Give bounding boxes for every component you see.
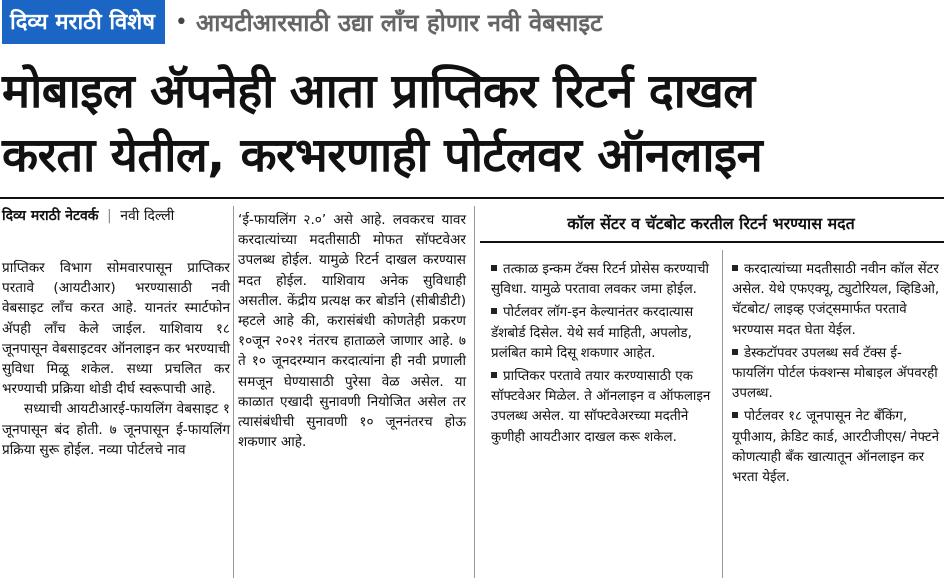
- square-bullet-icon: [491, 308, 497, 314]
- box-list-right: [732, 260, 942, 491]
- byline: [2, 206, 174, 225]
- square-bullet-icon: [491, 265, 497, 271]
- headline-divider: [0, 197, 944, 199]
- headline: [2, 60, 942, 188]
- byline-separator: |: [107, 208, 112, 224]
- square-bullet-icon: [732, 412, 738, 418]
- kicker-subtitle: आयटीआरसाठी उद्या लाँच होणार नवी वेबसाइट: [195, 8, 603, 37]
- square-bullet-icon: [491, 372, 497, 378]
- bullet-dot: •: [174, 9, 188, 35]
- box-list-item: तत्काळ इन्कम टॅक्स रिटर्न प्रोसेस करण्याची सुविधा. यामुळे परतावा लवकर जमा होईल.: [491, 262, 709, 298]
- box-list-item: करदात्यांच्या मदतीसाठी नवीन कॉल सेंटर असेल. येथे एफएक्यू, ट्युटोरियल, व्हिडिओ, चॅटबोट/ लाइव्ह एजंट्समार्फत परतावे भरण्यास मदत घेता येईल.: [732, 262, 940, 338]
- article-paragraph: प्राप्तिकर विभाग सोमवारपासून प्राप्तिकर परतावे (आयटीआर) भरण्यासाठी नवी वेबसाइट लाँच करत आहे. यानतंर स्मार्टफोन ॲपही लाँच केले जाईल. याशिवाय १८ जूनपासून वेबसाइटवर ऑनलाइन कर भरण्याची सुविधा मिळू शकेल. सध्या प्रचलित कर भरण्याची प्रक्रिया थोडी दीर्घ स्वरूपाची आहे.: [2, 260, 230, 398]
- box-list-item: डेस्कटॉपवर उपलब्ध सर्व टॅक्स ई-फायलिंग पोर्टल फंक्शन्स मोबाइल ॲपवरही उपलब्ध.: [732, 345, 938, 402]
- section-brand-label: दिव्य मराठी विशेष: [2, 0, 165, 44]
- box-heading: कॉल सेंटर व चॅटबोट करतील रिटर्न भरण्यास मदत: [567, 214, 855, 233]
- article-paragraph: सध्याची आयटीआरई-फायलिंग वेबसाइट १ जूनपासून बंद होती. ७ जूनपासून ई-फायलिंग प्रक्रिया सुरू होईल. नव्या पोर्टलचे नाव: [2, 401, 230, 458]
- square-bullet-icon: [732, 265, 738, 271]
- byline-place: नवी दिल्ली: [120, 208, 175, 224]
- box-heading-divider: [480, 241, 944, 243]
- column-divider: [474, 206, 475, 578]
- kicker-bar: [0, 0, 944, 44]
- box-list-item: पोर्टलवर लॉग-इन केल्यानंतर करदात्यास डॅशबोर्ड दिसेल. येथे सर्व माहिती, अपलोड, प्रलंबित कामे दिसू शकणार आहेत.: [491, 305, 694, 361]
- box-list-item: प्राप्तिकर परतावे तयार करण्यासाठी एक सॉफ्टवेअर मिळेल. ते ऑनलाइन व ऑफलाइन उपलब्ध असेल. या सॉफ्टवेअरच्या मदतीने कुणीही आयटीआर दाखल करू शकेल.: [491, 369, 711, 445]
- box-list-item: पोर्टलवर १८ जूनपासून नेट बँकिंग, यूपीआय, क्रेडिट कार्ड, आरटीजीएस/ नेफ्टने कोणत्याही बँक खात्यातून ऑनलाइन कर भरता येईल.: [732, 409, 940, 486]
- byline-agency: दिव्य मराठी नेटवर्क: [2, 208, 99, 224]
- article-paragraph: ‘ई-फायलिंग २.०’ असे आहे. लवकरच यावर करदात्यांच्या मदतीसाठी मोफत सॉफ्टवेअर उपलब्ध होईल. यामुळे रिटर्न दाखल करण्यास मदत होईल. याशिवाय अनेक सुविधाही असतील. केंद्रीय प्रत्यक्ष कर बोर्डाने (सीबीडीटी) म्हटले आहे की, करासंबंधी कोणतेही प्रकरण १०जून २०२१ नंतरच हाताळले जाणार आहे. ७ ते १० जूनदरम्यान करदात्यांना ही नवी प्रणाली समजून घेण्यासाठी पुरेसा वेळ असेल. या काळात एखादी सुनावणी नियोजित असेल तर त्यासंबंधीची सुनावणी १० जूननंतरच होऊ शकणार आहे.: [238, 212, 466, 451]
- square-bullet-icon: [732, 349, 738, 355]
- headline-line-1: मोबाइल ॲपनेही आता प्राप्तिकर रिटर्न दाखल: [2, 64, 755, 119]
- box-list-left: [491, 260, 713, 451]
- box-column-divider: [722, 250, 723, 578]
- headline-line-2: करता येतील, करभरणाही पोर्टलवर ऑनलाइन: [2, 128, 763, 183]
- column-divider: [233, 206, 234, 578]
- article-column-2: [238, 210, 466, 452]
- article-column-1: [2, 258, 230, 460]
